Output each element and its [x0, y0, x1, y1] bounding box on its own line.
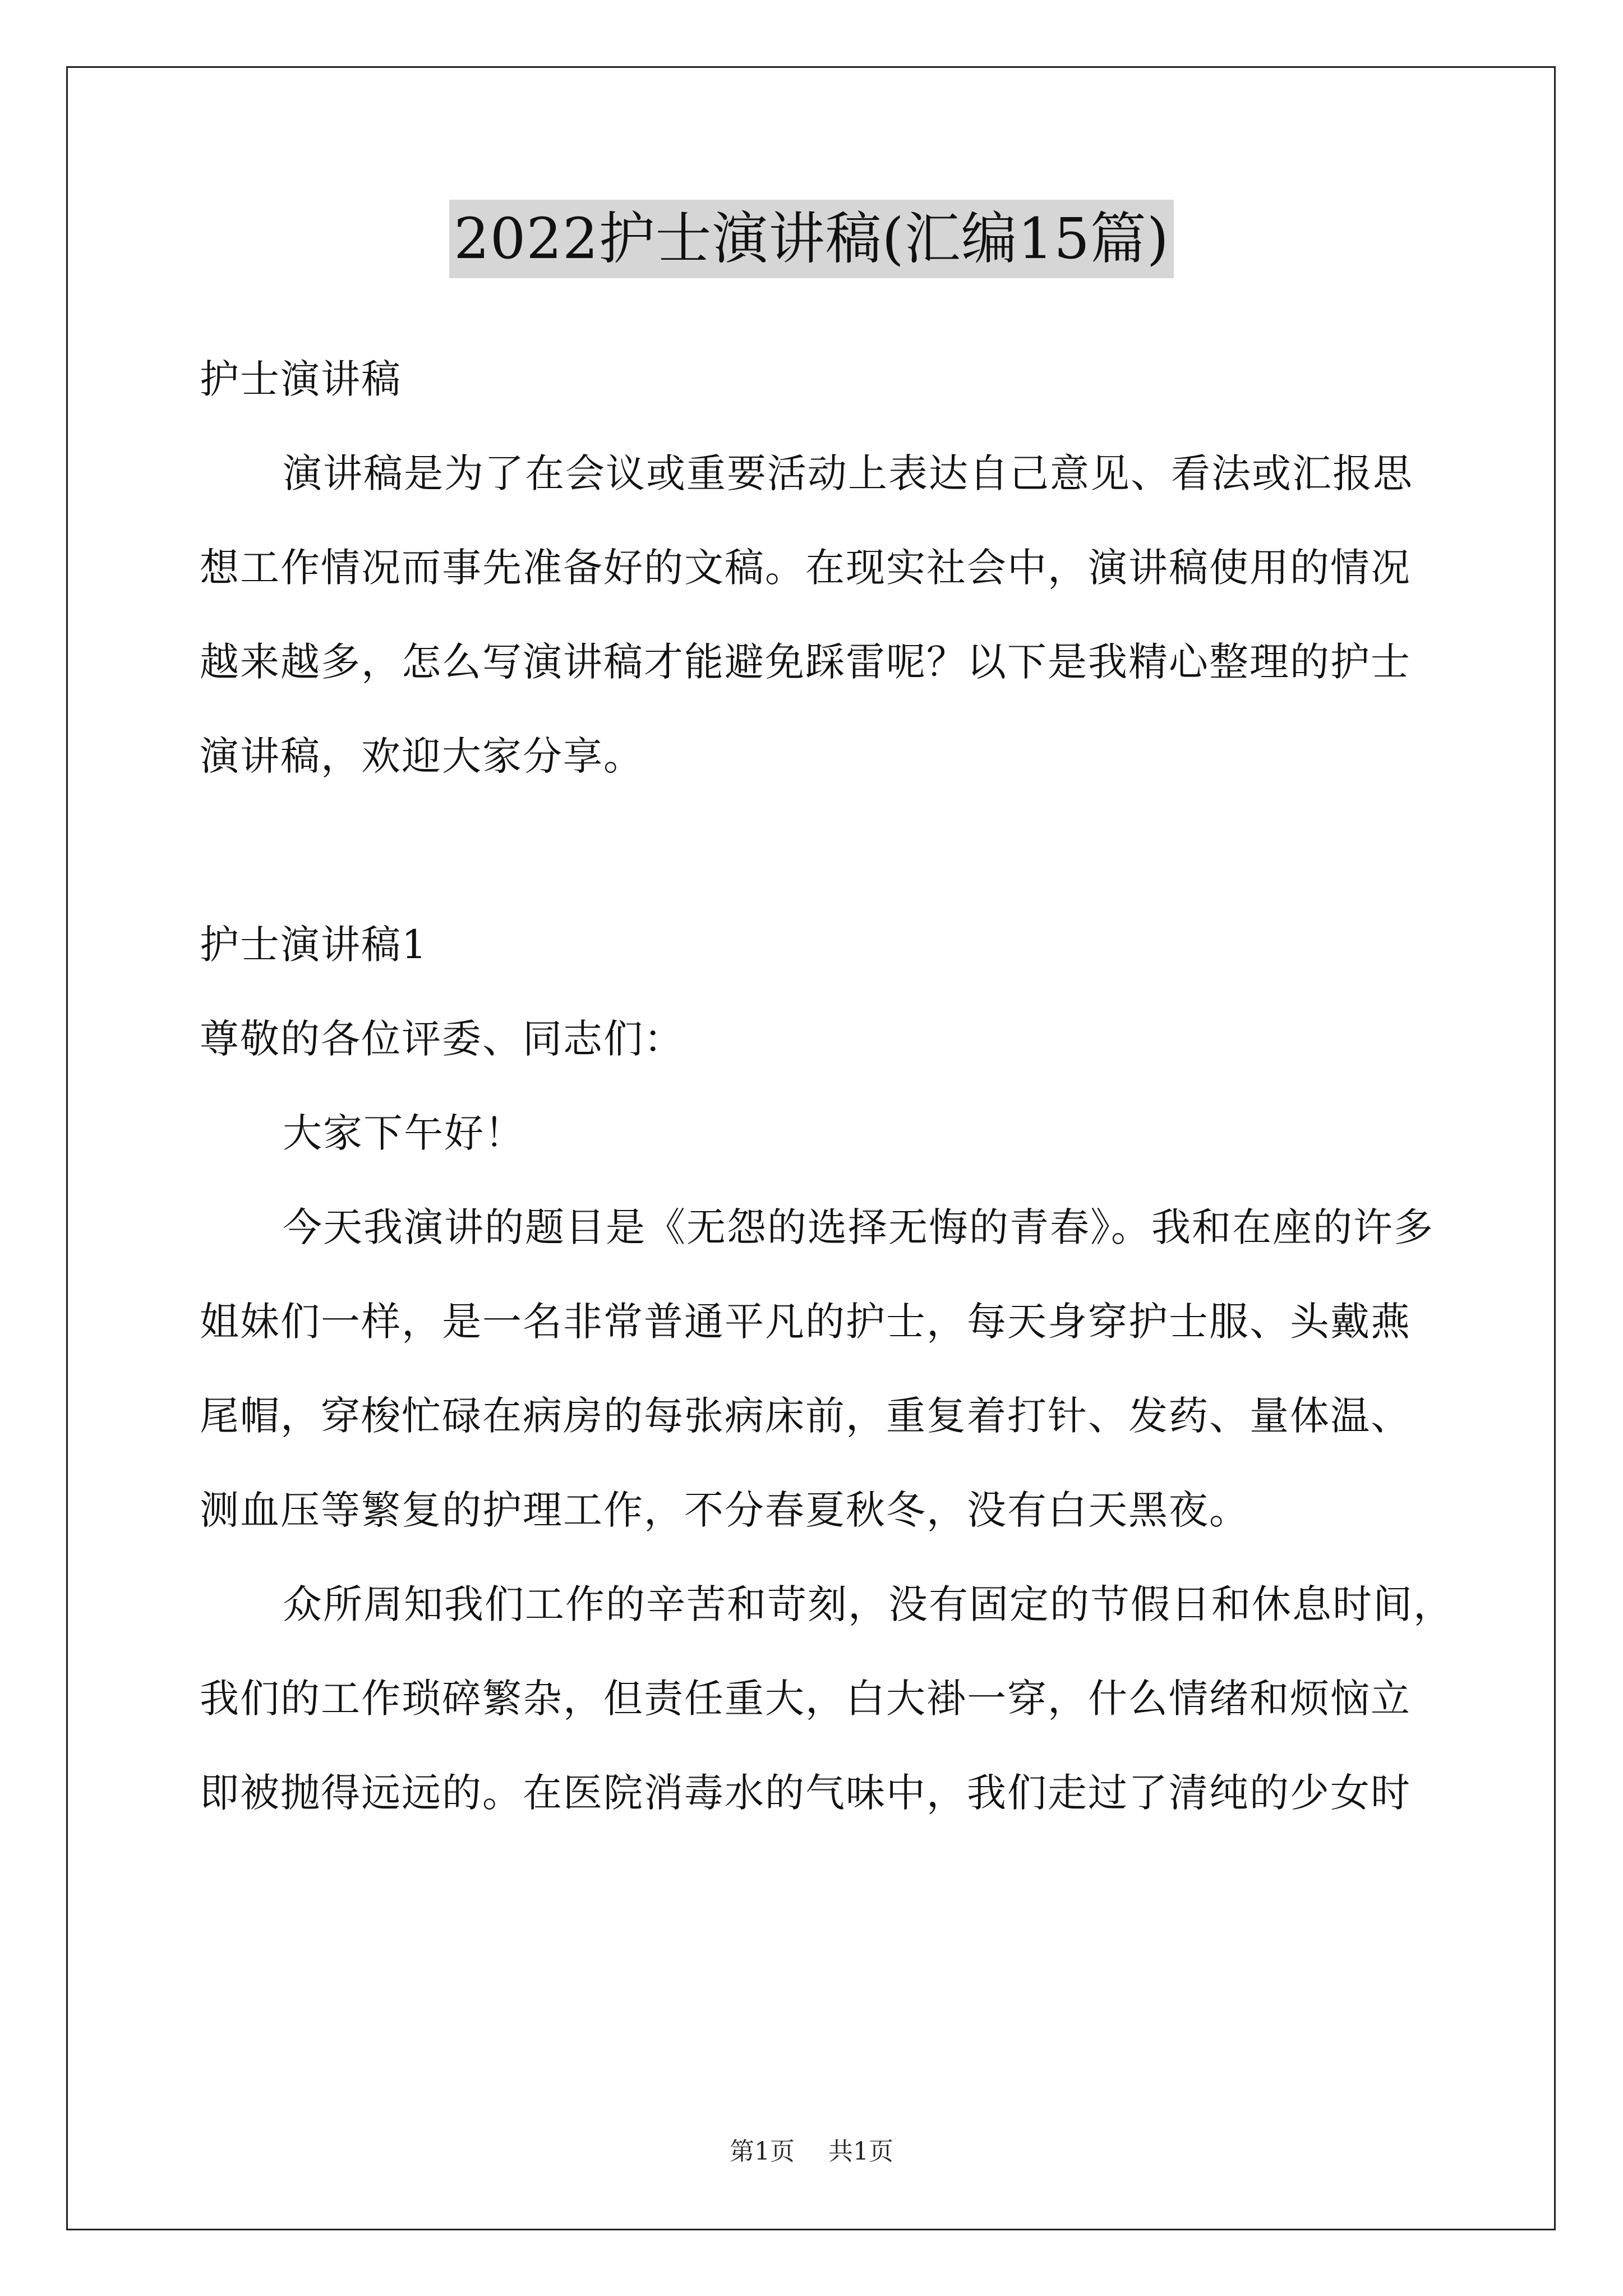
paragraph-line: 尾帽，穿梭忙碌在病房的每张病床前，重复着打针、发药、量体温、: [200, 1393, 1411, 1439]
blank-line: [200, 811, 1433, 905]
section-heading: 护士演讲稿1: [200, 922, 428, 968]
page-total: 共1页: [828, 2137, 893, 2166]
paragraph-line: 越来越多，怎么写演讲稿才能避免踩雷呢？以下是我精心整理的护士: [200, 639, 1411, 685]
paragraph-line: 今天我演讲的题目是《无怨的选择无悔的青春》。我和在座的许多: [283, 1204, 1434, 1250]
title-container: [0, 200, 1623, 278]
page-footer: [0, 2135, 1623, 2169]
paragraph-line: 我们的工作琐碎繁杂，但责任重大，白大褂一穿，什么情绪和烦恼立: [200, 1676, 1411, 1722]
document-title: 2022护士演讲稿(汇编15篇): [449, 200, 1174, 278]
page-number: 第1页: [730, 2137, 795, 2166]
salutation-line: 尊敬的各位评委、同志们：: [200, 1016, 684, 1062]
greeting-line: 大家下午好！: [283, 1110, 525, 1156]
paragraph-line: 想工作情况而事先准备好的文稿。在现实社会中，演讲稿使用的情况: [200, 545, 1411, 591]
paragraph-line: 众所周知我们工作的辛苦和苛刻，没有固定的节假日和休息时间，: [283, 1581, 1454, 1627]
paragraph-line: 即被抛得远远的。在医院消毒水的气味中，我们走过了清纯的少女时: [200, 1770, 1411, 1816]
paragraph-line: 测血压等繁复的护理工作，不分春夏秋冬，没有白天黑夜。: [200, 1487, 1249, 1533]
section-heading: 护士演讲稿: [200, 356, 402, 402]
paragraph-line: 演讲稿是为了在会议或重要活动上表达自己意见、看法或汇报思: [283, 450, 1413, 496]
paragraph-line: 姐妹们一样，是一名非常普通平凡的护士，每天身穿护士服、头戴燕: [200, 1299, 1411, 1345]
document-body: [200, 340, 1454, 1848]
paragraph-line: 演讲稿，欢迎大家分享。: [200, 733, 644, 779]
